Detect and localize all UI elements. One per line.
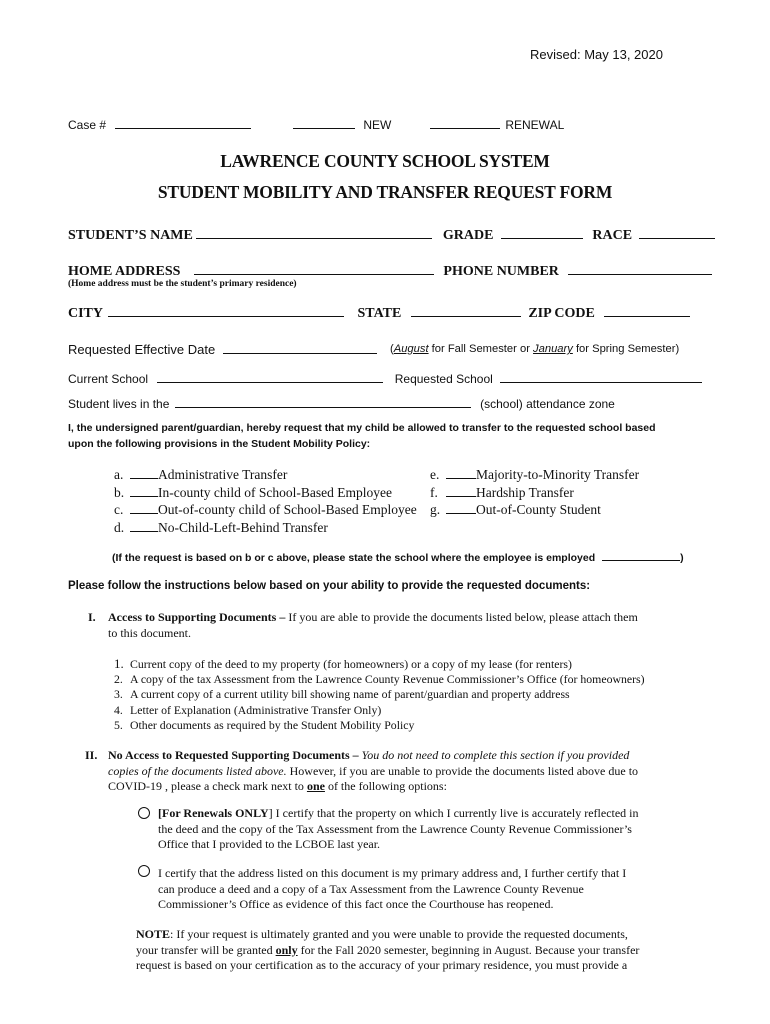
- provision-label: No-Child-Left-Behind Transfer: [158, 519, 328, 535]
- date-note-mid: for Fall Semester or: [428, 343, 534, 355]
- option-renewal-bold: [For Renewals ONLY: [158, 806, 269, 820]
- home-address-label: HOME ADDRESS: [68, 264, 181, 279]
- race-label: RACE: [592, 228, 633, 243]
- provision-letter: a.: [114, 467, 124, 482]
- option-primary-line2: can produce a deed and a copy of a Tax Assessment from the Lawrence County Revenue: [158, 881, 584, 896]
- list-text: Current copy of the deed to my property (for homeowners) or a copy of my lease (for renters): [130, 657, 572, 671]
- provisions-right: [430, 466, 639, 519]
- employee-school-row: [112, 549, 684, 564]
- list-text: Letter of Explanation (Administrative Transfer Only): [130, 702, 382, 717]
- effective-date-label: Requested Effective Date: [68, 342, 216, 357]
- provision-item: [114, 484, 417, 502]
- list-item: [114, 718, 714, 733]
- provision-letter: f.: [430, 484, 438, 500]
- provision-item: [430, 466, 639, 484]
- section-2-text3a: COVID-19 , please a check mark next to: [108, 779, 307, 793]
- provision-label: In-county child of School-Based Employee: [158, 484, 392, 500]
- section-2-italic1: You do not need to complete this section if you provided: [358, 748, 630, 762]
- new-label: NEW: [363, 118, 392, 132]
- zip-code-field[interactable]: [604, 303, 690, 317]
- list-text: Other documents as required by the Student Mobility Policy: [130, 717, 415, 732]
- section-2-text3b: of the following options:: [324, 779, 447, 793]
- note-line1: : If your request is ultimately granted and you were unable to provide the requested documents,: [170, 927, 628, 941]
- date-note-january: January: [533, 343, 573, 355]
- section-1-text1: If you are able to provide the documents listed below, please attach them: [285, 610, 638, 624]
- provision-letter: e.: [430, 467, 440, 482]
- renewal-check-field[interactable]: [430, 115, 500, 129]
- state-label: STATE: [357, 306, 402, 321]
- current-school-label: Current School: [68, 372, 149, 386]
- section-2-text2: However, if you are unable to provide the documents listed above due to: [286, 763, 639, 778]
- list-item: [114, 656, 714, 672]
- effective-date-note: [390, 343, 679, 355]
- effective-date-row: [68, 340, 377, 357]
- provision-item: [430, 501, 639, 519]
- provision-label: Administrative Transfer: [158, 467, 288, 482]
- home-address-row: [68, 261, 712, 280]
- note-line2b: for the Fall 2020 semester, beginning in August. Because your transfer: [297, 942, 640, 957]
- section-1: [88, 610, 708, 641]
- provision-label: Out-of-county child of School-Based Employee: [158, 502, 417, 517]
- list-item: [114, 703, 714, 718]
- grade-label: GRADE: [442, 228, 494, 243]
- state-field[interactable]: [411, 303, 521, 317]
- list-number: 4.: [114, 702, 123, 717]
- note-only: only: [275, 942, 298, 957]
- list-item: [114, 672, 714, 687]
- option-primary-address-radio[interactable]: [138, 865, 150, 877]
- date-note-end: for Spring Semester): [572, 343, 680, 355]
- provision-letter: d.: [114, 519, 125, 535]
- section-2-heading: No Access to Requested Supporting Documents –: [108, 748, 359, 762]
- current-school-row: [68, 369, 702, 386]
- employee-school-field[interactable]: [602, 549, 680, 561]
- zip-code-label: ZIP CODE: [528, 306, 595, 321]
- provision-label: Hardship Transfer: [476, 484, 574, 500]
- provisions-left: [114, 466, 417, 536]
- current-school-field[interactable]: [157, 369, 383, 383]
- section-1-numeral: I.: [88, 610, 96, 624]
- renewal-row: [430, 115, 564, 132]
- phone-number-field[interactable]: [568, 261, 712, 275]
- student-name-row: [68, 225, 715, 244]
- city-field[interactable]: [108, 303, 344, 317]
- section-2: [85, 748, 710, 795]
- section-2-italic2: copies of the documents listed above.: [108, 763, 287, 778]
- provision-f-field[interactable]: [446, 484, 476, 497]
- option-renewal-radio[interactable]: [138, 807, 150, 819]
- provision-letter: c.: [114, 502, 124, 517]
- request-statement-line1: I, the undersigned parent/guardian, hereby request that my child be allowed to transfer to the requested school based: [68, 422, 656, 434]
- revised-date: Revised: May 13, 2020: [530, 47, 663, 62]
- requested-school-label: Requested School: [394, 372, 493, 386]
- phone-number-label: PHONE NUMBER: [443, 264, 559, 279]
- list-number: 2.: [114, 672, 123, 687]
- document-list: [114, 656, 714, 733]
- effective-date-field[interactable]: [223, 340, 377, 354]
- employee-note: (If the request is based on b or c above, please state the school where the employee is employed: [112, 552, 596, 564]
- provision-item: [114, 501, 417, 519]
- note-line2a: your transfer will be granted: [136, 942, 276, 957]
- form-title: STUDENT MOBILITY AND TRANSFER REQUEST FORM: [157, 182, 613, 202]
- section-1-text2: to this document.: [108, 625, 191, 640]
- attendance-zone-label: (school) attendance zone: [480, 397, 615, 411]
- date-note-paren: (: [390, 343, 394, 355]
- list-number: 5.: [114, 717, 123, 732]
- lives-in-row: [68, 394, 615, 411]
- list-text: A current copy of a current utility bill showing name of parent/guardian and property address: [130, 687, 570, 702]
- lives-in-label: Student lives in the: [68, 397, 170, 411]
- employee-note-close: ): [680, 552, 684, 564]
- race-field[interactable]: [639, 225, 715, 239]
- option-renewal-text: [158, 806, 701, 853]
- provision-c-field[interactable]: [130, 501, 158, 514]
- lives-in-school-field[interactable]: [175, 394, 471, 408]
- provision-label: Majority-to-Minority Transfer: [476, 467, 640, 482]
- provision-d-field[interactable]: [130, 519, 158, 532]
- requested-school-field[interactable]: [500, 369, 702, 383]
- option-renewal-line2: the deed and the copy of the Tax Assessment from the Lawrence County Revenue Commissioner’s: [158, 821, 632, 836]
- instructions-heading: Please follow the instructions below based on your ability to provide the requested documents:: [68, 580, 591, 592]
- student-name-label: STUDENT’S NAME: [68, 228, 193, 243]
- provision-letter: b.: [114, 484, 125, 500]
- list-text: A copy of the tax Assessment from the Lawrence County Revenue Commissioner’s Office (for homeowners): [130, 672, 645, 687]
- provision-letter: g.: [430, 502, 441, 517]
- list-item: [114, 687, 714, 702]
- provision-e-field[interactable]: [446, 466, 476, 479]
- student-name-field[interactable]: [196, 225, 432, 239]
- provision-b-field[interactable]: [130, 484, 158, 497]
- list-number: 3.: [114, 687, 123, 702]
- city-label: CITY: [68, 306, 103, 321]
- option-primary-address-text: [158, 866, 701, 913]
- note-label: NOTE: [136, 927, 171, 941]
- provision-g-field[interactable]: [446, 501, 476, 514]
- section-2-numeral: II.: [85, 748, 98, 762]
- new-check-field[interactable]: [293, 115, 355, 129]
- home-address-field[interactable]: [194, 261, 434, 275]
- list-number: 1.: [114, 656, 124, 671]
- option-renewal-line1: ] I certify that the property on which I currently live is accurately reflected in: [268, 806, 639, 820]
- section-2-one: one: [306, 779, 325, 793]
- option-primary-line1: I certify that the address listed on this document is my primary address and, I further certify that I: [158, 866, 627, 880]
- provision-item: [114, 519, 417, 537]
- grade-field[interactable]: [501, 225, 583, 239]
- city-row: [68, 303, 690, 322]
- new-row: [293, 115, 391, 132]
- provision-item: [430, 484, 639, 502]
- case-label: Case #: [68, 118, 107, 132]
- section-1-heading: Access to Supporting Documents –: [108, 610, 286, 624]
- renewal-label: RENEWAL: [505, 118, 565, 132]
- case-number-field[interactable]: [115, 115, 251, 129]
- home-address-note: (Home address must be the student’s primary residence): [68, 279, 297, 289]
- option-primary-line3: Commissioner’s Office as evidence of this fact once the Courthouse has reopened.: [158, 897, 554, 911]
- note-paragraph: [136, 927, 702, 974]
- request-statement-line2: upon the following provisions in the Student Mobility Policy:: [68, 438, 371, 450]
- case-number-row: [68, 115, 251, 132]
- date-note-august: August: [393, 343, 429, 355]
- provision-a-field[interactable]: [130, 466, 158, 479]
- provision-label: Out-of-County Student: [476, 502, 601, 517]
- request-statement: [68, 420, 656, 452]
- note-line3: request is based on your certification as to the accuracy of your primary residence, you must provide a: [136, 958, 628, 972]
- provision-item: [114, 466, 417, 484]
- school-system-title: LAWRENCE COUNTY SCHOOL SYSTEM: [220, 151, 550, 171]
- option-renewal-line3: Office that I provided to the LCBOE last year.: [158, 837, 381, 851]
